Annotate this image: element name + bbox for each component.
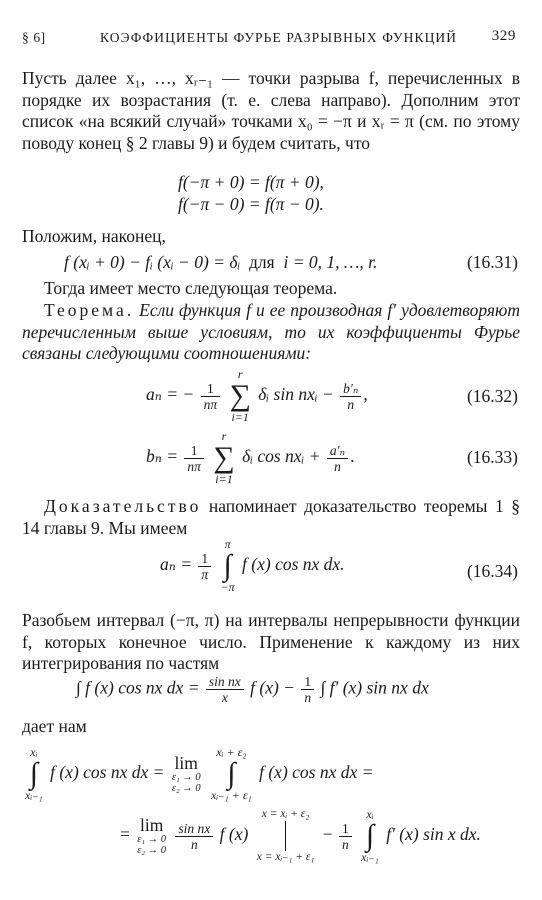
proof-label: Доказательство: [44, 496, 202, 516]
eq-16-34-lhs: aₙ =: [160, 554, 193, 575]
eq-16-31-word: для: [249, 252, 275, 272]
proof-paragraph: [22, 496, 520, 539]
eq-long1-integral2: xᵢ + ε₂ ∫ xᵢ₋₁ + ε₁: [211, 745, 252, 802]
eq-16-33-fraction: $\frac{1}{n\pi}$: [184, 443, 204, 474]
eq-16-32-sum: r ∑ i=1: [229, 367, 251, 424]
page-number: 329: [491, 28, 516, 44]
eq-parts-fraction: $\frac{\text{sin nx}}{x}$: [206, 674, 244, 705]
proof-text: напоминает доказательство теоремы 1 § 14 главы 9. Мы имеем: [22, 496, 520, 538]
equation-16-32: aₙ = − $\frac{1}{n\pi}$ r ∑ i=1 δᵢ sin nxᵢ − $\frac{\text{b′ₙ}}{n}$ ,: [146, 367, 368, 424]
equation-plus: f(−π + 0) = f(π + 0),: [178, 172, 324, 192]
eq-parts-lhs: ∫ f (x) cos nx dx =: [76, 677, 200, 698]
eq-16-31-lhs: f (xᵢ + 0) − fᵢ (xᵢ − 0) = δᵢ: [64, 252, 241, 272]
equation-16-33: bₙ = $\frac{1}{n\pi}$ r ∑ i=1 δᵢ cos nxᵢ + $\frac{\text{a′ₙ}}{n}$ .: [146, 429, 355, 486]
eq-16-32-body: δᵢ sin nxᵢ −: [258, 384, 334, 405]
theorem-text: Если функция f и ее производная f′ удовлетворяют перечисленным выше условиям, то их коэффициенты Фурье связаны следующими соотношениями:: [22, 300, 521, 363]
eq-long1-limit: lim ε₁ → 0 ε₂ → 0: [171, 753, 201, 794]
eq-16-31-rhs: i = 0, 1, …, r.: [283, 252, 378, 272]
paragraph-define: Положим, наконец,: [22, 226, 166, 246]
equation-parts: [76, 674, 429, 705]
theorem: [22, 300, 520, 365]
theorem-label: Теорема.: [44, 300, 135, 320]
running-title: КОЭФФИЦИЕНТЫ ФУРЬЕ РАЗРЫВНЫХ ФУНКЦИЙ: [100, 30, 458, 45]
paragraph-then: Тогда имеет место следующая теорема.: [44, 278, 338, 298]
eq-16-33-fraction2: $\frac{\text{a′ₙ}}{n}$: [327, 443, 348, 474]
eq-16-33-lhs: bₙ =: [146, 446, 179, 467]
equation-number-16-34: (16.34): [466, 561, 518, 581]
eq-parts-fraction2: $\frac{1}{n}$: [301, 674, 314, 705]
equation-number-16-32: (16.32): [466, 386, 518, 406]
eq-16-34-fraction: $\frac{1}{\pi}$: [198, 551, 211, 582]
eq-long2-mid: f (x): [219, 824, 249, 845]
equation-number-16-33: (16.33): [466, 447, 518, 467]
eq-16-33-body: δᵢ cos nxᵢ +: [242, 446, 321, 467]
equation-long-2: = lim ε₁ → 0 ε₂ → 0 $\frac{\text{sin nx}}{n}$ f (x) x = xᵢ + ε₂ x = xᵢ₋₁ + ε₁ − $\frac{1}{n}$ xᵢ ∫ xᵢ₋₁ f′ (x) sin x dx.: [120, 807, 481, 864]
eq-long2-integral: xᵢ ∫ xᵢ₋₁: [361, 807, 379, 864]
eq-long2-fraction2: $\frac{1}{n}$: [339, 821, 352, 852]
eq-long2-body: f′ (x) sin x dx.: [386, 824, 481, 845]
paragraph-intro: Пусть далее x₁, …, xᵣ₋₁ — точки разрыва f, перечисленных в порядке их возрастания (т. е. слева направо). Дополним этот список «на всякий случай» точками x₀ = −π и xᵣ = π (см. по этому поводу конец § 2 главы 9) и будем считать, что: [22, 68, 520, 153]
section-ref: § 6]: [22, 30, 46, 45]
eq-long2-substitution-bar: x = xᵢ + ε₂ x = xᵢ₋₁ + ε₁: [256, 808, 315, 863]
eq-long1-body1: f (x) cos nx dx =: [50, 762, 165, 783]
eq-16-32-fraction: $\frac{1}{n\pi}$: [201, 381, 221, 412]
paragraph-gives: дает нам: [22, 716, 87, 736]
eq-long2-limit: lim ε₁ → 0 ε₂ → 0: [137, 815, 167, 856]
eq-16-34-body: f (x) cos nx dx.: [242, 554, 345, 575]
equation-minus: f(−π − 0) = f(π − 0).: [178, 194, 324, 214]
paragraph-split: Разобьем интервал (−π, π) на интервалы непрерывности функции f, которых конечное число. Применение к каждому из них интегрирования по частям: [22, 610, 520, 673]
eq-16-32-lhs: aₙ = −: [146, 384, 195, 405]
eq-16-33-sum: r ∑ i=1: [213, 429, 235, 486]
equation-number-16-31: (16.31): [466, 252, 518, 272]
eq-16-34-integral: π ∫ −π: [220, 537, 235, 594]
equation-16-34: [160, 538, 345, 594]
eq-parts-rhs: ∫ f′ (x) sin nx dx: [320, 677, 429, 698]
equation-long-1: [22, 746, 373, 802]
eq-parts-mid: f (x) −: [250, 677, 295, 698]
eq-long1-integral1: xᵢ ∫ xᵢ₋₁: [25, 745, 43, 802]
eq-long1-body2: f (x) cos nx dx =: [259, 762, 374, 783]
eq-16-32-fraction2: $\frac{\text{b′ₙ}}{n}$: [340, 381, 361, 412]
equation-16-31: [64, 252, 377, 273]
eq-long2-fraction: $\frac{\text{sin nx}}{n}$: [175, 821, 213, 852]
